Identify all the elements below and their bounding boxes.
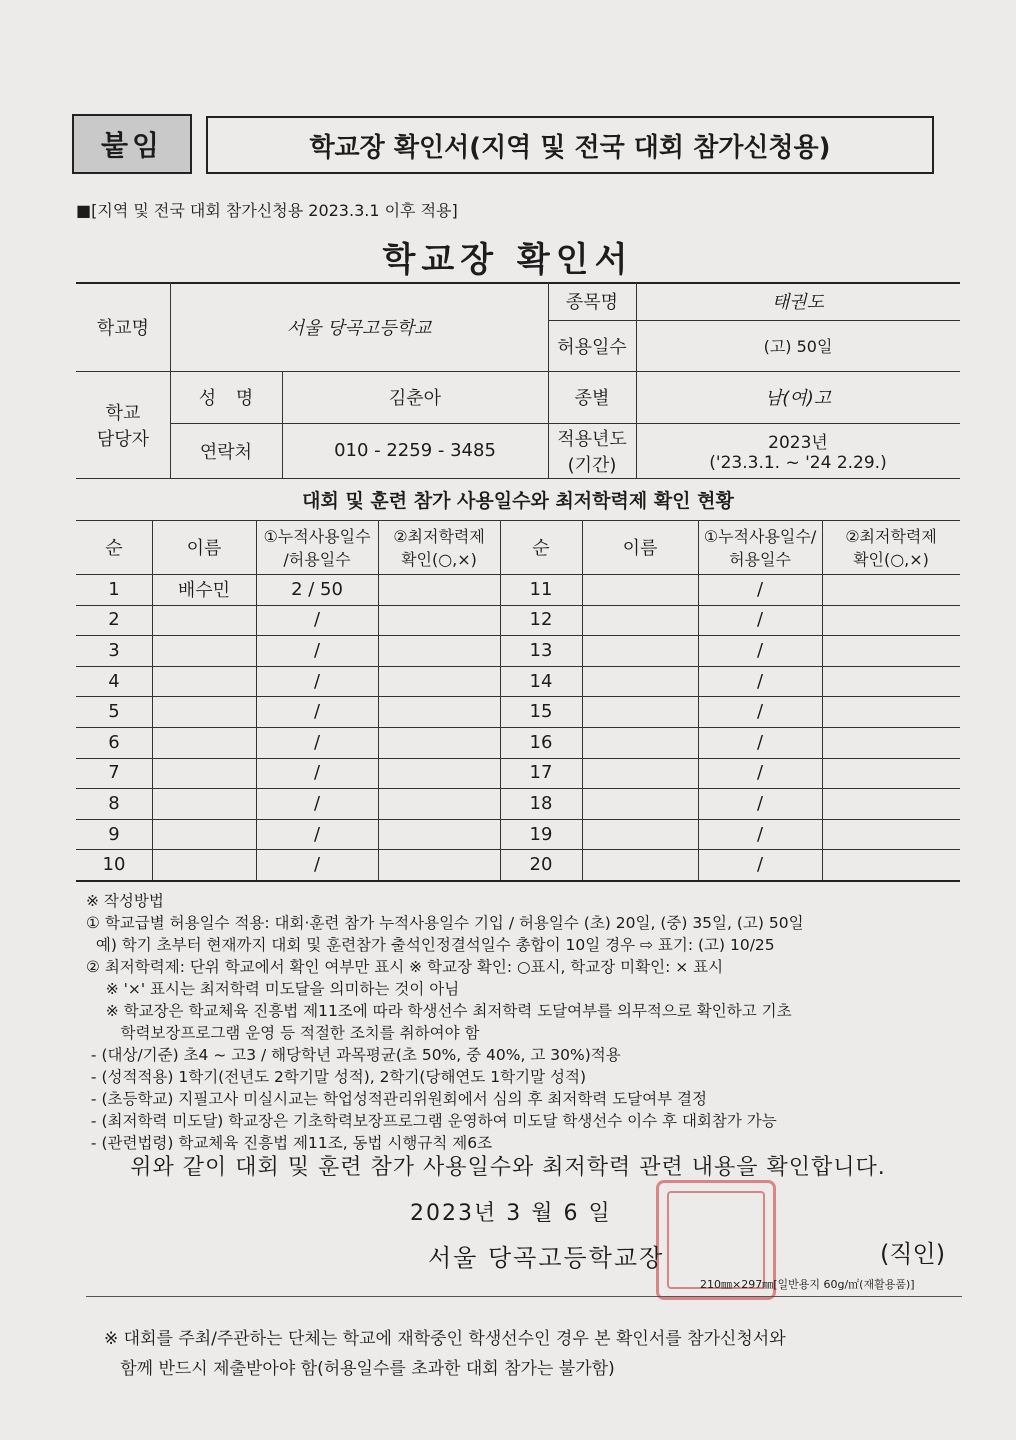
left-row-days: / <box>313 823 321 845</box>
left-row-check <box>378 758 500 789</box>
note-line: - (성적적용) 1학기(전년도 2학기말 성적), 2학기(당해연도 1학기말 성적) <box>86 1068 586 1086</box>
right-row-no: 18 <box>529 792 553 814</box>
left-row-check <box>378 666 500 697</box>
left-row-check <box>378 696 500 727</box>
col-days-left-line1: ①누적사용일수 <box>263 527 371 546</box>
left-row-check <box>378 819 500 850</box>
contact-value: 010 - 2259 - 3485 <box>334 440 496 461</box>
right-row-name <box>582 819 698 850</box>
writing-notes <box>86 890 966 1154</box>
col-days-left-line2: /허용일수 <box>283 550 351 569</box>
contact-label: 연락처 <box>199 441 253 463</box>
right-row-no: 16 <box>529 731 553 753</box>
right-row-check <box>822 849 960 880</box>
seal-label: (직인) <box>880 1240 946 1268</box>
col-check-left-line1: ②최저학력제 <box>393 527 485 546</box>
right-row-no: 12 <box>529 609 553 631</box>
note-line: - (관련법령) 학교체육 진흥법 제11조, 동법 시행규칙 제6조 <box>86 1134 493 1152</box>
right-row-name <box>582 788 698 819</box>
right-row-days: / <box>756 670 764 692</box>
left-row-check <box>378 727 500 758</box>
right-row-days: / <box>756 701 764 723</box>
right-row-no: 13 <box>529 639 553 661</box>
confirmation-date: 2023년 3 월 6 일 <box>410 1201 612 1226</box>
left-row-days: / <box>313 792 321 814</box>
subtitle: ■[지역 및 전국 대회 참가신청용 2023.3.1 이후 적용] <box>76 201 458 220</box>
left-row-name <box>152 727 256 758</box>
left-row-no: 4 <box>108 670 120 692</box>
year-label <box>548 423 636 478</box>
left-row-name <box>152 635 256 666</box>
left-row-check <box>378 849 500 880</box>
left-row-no: 3 <box>108 639 120 661</box>
document-title: 학교장 확인서 <box>382 240 634 280</box>
col-check-left-line2: 확인(○,×) <box>401 550 477 569</box>
year-value-line1: 2023년 <box>768 433 828 453</box>
right-row-name <box>582 574 698 605</box>
right-row-check <box>822 758 960 789</box>
year-label-line1: 적용년도 <box>557 428 627 450</box>
note-line: ① 학교급별 허용일수 적용: 대회·훈련 참가 누적사용일수 기입 / 허용일수 (초) 20일, (중) 35일, (고) 50일 <box>86 914 804 932</box>
right-row-no: 17 <box>529 762 553 784</box>
col-name-right: 이름 <box>622 538 658 559</box>
note-line: ※ '×' 표시는 최저학력 미도달을 의미하는 것이 아님 <box>86 980 460 998</box>
right-row-check <box>822 819 960 850</box>
footer-line: 함께 반드시 제출받아야 함(허용일수를 초과한 대회 참가는 불가함) <box>104 1359 615 1379</box>
sport-label: 종목명 <box>565 292 619 313</box>
right-row-name <box>582 605 698 636</box>
col-no-right: 순 <box>532 538 550 559</box>
attachment-label: 붙임 <box>72 114 192 174</box>
right-row-no: 20 <box>529 854 553 876</box>
left-row-days: / <box>313 639 321 661</box>
type-label: 종별 <box>574 388 610 409</box>
left-row-name <box>152 819 256 850</box>
right-row-check <box>822 666 960 697</box>
year-label-line2: (기간) <box>567 454 617 476</box>
school-label: 학교명 <box>96 317 150 339</box>
right-row-check <box>822 788 960 819</box>
left-row-name <box>152 788 256 819</box>
footer-line: ※ 대회를 주최/주관하는 단체는 학교에 재학중인 학생선수인 경우 본 확인서를 참가신청서와 <box>104 1329 786 1349</box>
right-row-check <box>822 727 960 758</box>
left-row-days: / <box>313 762 321 784</box>
right-row-name <box>582 635 698 666</box>
right-row-no: 19 <box>529 823 553 845</box>
year-value <box>636 423 960 478</box>
allowed-days-value: (고) 50일 <box>763 337 833 356</box>
school-value: 서울 당곡고등학교 <box>286 317 432 339</box>
status-section-title: 대회 및 훈련 참가 사용일수와 최저학력제 확인 현황 <box>302 489 734 512</box>
footer-note <box>104 1324 964 1384</box>
col-days-right <box>698 520 822 574</box>
col-check-right-line2: 확인(○,×) <box>853 550 929 569</box>
left-row-days: / <box>313 731 321 753</box>
col-days-right-line1: ①누적사용일수/ <box>703 527 817 546</box>
left-row-no: 1 <box>108 578 120 600</box>
right-row-name <box>582 727 698 758</box>
right-row-days: / <box>756 639 764 661</box>
col-no-left: 순 <box>105 538 123 559</box>
right-row-check <box>822 635 960 666</box>
col-name-left: 이름 <box>186 538 222 559</box>
right-row-days: / <box>756 762 764 784</box>
right-row-no: 15 <box>529 701 553 723</box>
confirmation-text: 위와 같이 대회 및 훈련 참가 사용일수와 최저학력 관련 내용을 확인합니다. <box>130 1155 886 1180</box>
principal-name: 서울 당곡고등학교장 <box>428 1244 665 1272</box>
right-row-name <box>582 696 698 727</box>
form-title: 학교장 확인서(지역 및 전국 대회 참가신청용) <box>206 116 934 174</box>
left-row-no: 7 <box>108 762 120 784</box>
left-row-check <box>378 635 500 666</box>
left-row-check <box>378 605 500 636</box>
name-value: 김춘아 <box>388 388 442 409</box>
note-line: - (대상/기준) 초4 ~ 고3 / 해당학년 과목평균(초 50%, 중 40%, 고 30%)적용 <box>86 1046 621 1064</box>
right-row-days: / <box>756 731 764 753</box>
left-row-name <box>152 696 256 727</box>
left-row-check <box>378 788 500 819</box>
allowed-days-label: 허용일수 <box>557 336 627 358</box>
sport-value: 태권도 <box>771 292 825 313</box>
left-row-check <box>378 574 500 605</box>
note-line: - (최저학력 미도달) 학교장은 기초학력보장프로그램 운영하여 미도달 학생선수 이수 후 대회참가 가능 <box>86 1112 777 1130</box>
right-row-check <box>822 696 960 727</box>
manager-label-line1: 학교 <box>105 402 141 424</box>
note-line: ② 최저학력제: 단위 학교에서 확인 여부만 표시 ※ 학교장 확인: ○표시, 학교장 미확인: × 표시 <box>86 958 724 976</box>
left-row-no: 8 <box>108 792 120 814</box>
left-row-no: 2 <box>108 609 120 631</box>
left-row-no: 9 <box>108 823 120 845</box>
left-row-name <box>152 666 256 697</box>
name-label: 성 명 <box>198 388 254 409</box>
type-value: 남(여)고 <box>764 388 832 409</box>
left-row-name: 배수민 <box>177 580 231 602</box>
right-row-days: / <box>756 854 764 876</box>
right-row-no: 11 <box>529 578 553 600</box>
manager-label <box>76 371 170 478</box>
right-row-days: / <box>756 609 764 631</box>
right-row-name <box>582 666 698 697</box>
left-row-name <box>152 758 256 789</box>
year-value-line2: ('23.3.1. ~ '24 2.29.) <box>709 453 887 473</box>
col-check-right <box>822 520 960 574</box>
left-row-no: 6 <box>108 731 120 753</box>
left-row-days: / <box>313 701 321 723</box>
right-row-name <box>582 849 698 880</box>
note-line: 예) 학기 초부터 현재까지 대회 및 훈련참가 출석인정결석일수 총합이 10일 경우 ⇨ 표기: (고) 10/25 <box>86 936 775 954</box>
right-row-check <box>822 574 960 605</box>
paper-spec: 210㎜×297㎜[일반용지 60g/㎡(재활용품)] <box>700 1278 915 1291</box>
left-row-days: / <box>313 854 321 876</box>
right-row-days: / <box>756 578 764 600</box>
right-row-days: / <box>756 823 764 845</box>
note-line: ※ 학교장은 학교체육 진흥법 제11조에 따라 학생선수 최저학력 도달여부를 의무적으로 확인하고 기초 <box>86 1002 792 1020</box>
right-row-days: / <box>756 792 764 814</box>
col-days-left <box>256 520 378 574</box>
note-line: 학력보장프로그램 운영 등 적절한 조치를 취하여야 함 <box>86 1024 480 1042</box>
left-row-no: 10 <box>102 854 126 876</box>
right-row-name <box>582 758 698 789</box>
left-row-days: / <box>313 670 321 692</box>
manager-label-line2: 담당자 <box>96 428 150 450</box>
left-row-days: 2 / 50 <box>291 578 343 600</box>
left-row-days: / <box>313 609 321 631</box>
right-row-check <box>822 605 960 636</box>
col-check-right-line1: ②최저학력제 <box>845 527 937 546</box>
col-check-left <box>378 520 500 574</box>
note-line: ※ 작성방법 <box>86 892 164 910</box>
col-days-right-line2: 허용일수 <box>729 550 791 569</box>
left-row-name <box>152 849 256 880</box>
left-row-no: 5 <box>108 701 120 723</box>
note-line: - (초등학교) 지필고사 미실시교는 학업성적관리위원회에서 심의 후 최저학력 도달여부 결정 <box>86 1090 707 1108</box>
left-row-name <box>152 605 256 636</box>
right-row-no: 14 <box>529 670 553 692</box>
